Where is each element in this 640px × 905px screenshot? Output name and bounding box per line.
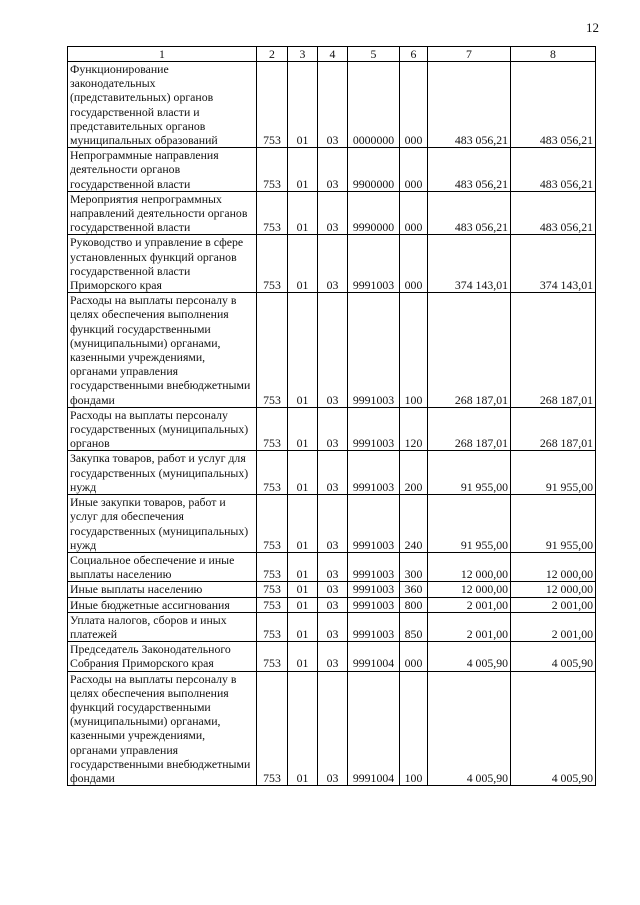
code-subsection-cell: 03 xyxy=(318,552,348,581)
code-target-cell: 9991003 xyxy=(348,407,400,451)
row-name-cell: Расходы на выплаты персоналу в целях обеспечения выполнения функций государственными (муниципальными) органами, казенными учреждениями, органами управления государственными внебюджетными фондами xyxy=(68,671,257,786)
amount-approved-cell: 4 005,90 xyxy=(511,671,596,786)
amount-plan-cell: 268 187,01 xyxy=(428,293,511,408)
code-expense-type-cell: 000 xyxy=(400,62,428,148)
code-admin-cell: 753 xyxy=(257,191,288,235)
amount-approved-cell: 12 000,00 xyxy=(511,552,596,581)
code-subsection-cell: 03 xyxy=(318,191,348,235)
code-admin-cell: 753 xyxy=(257,552,288,581)
code-subsection-cell: 03 xyxy=(318,407,348,451)
code-target-cell: 9991003 xyxy=(348,612,400,641)
amount-plan-cell: 91 955,00 xyxy=(428,495,511,553)
row-name-cell: Закупка товаров, работ и услуг для государственных (муниципальных) нужд xyxy=(68,451,257,495)
code-target-cell: 9991003 xyxy=(348,552,400,581)
amount-plan-cell: 4 005,90 xyxy=(428,671,511,786)
table-row xyxy=(68,552,596,581)
row-name-cell: Председатель Законодательного Собрания Приморского края xyxy=(68,642,257,671)
code-section-cell: 01 xyxy=(288,451,318,495)
code-section-cell: 01 xyxy=(288,62,318,148)
table-row xyxy=(68,495,596,553)
code-section-cell: 01 xyxy=(288,612,318,641)
table-row xyxy=(68,235,596,293)
code-expense-type-cell: 100 xyxy=(400,671,428,786)
code-expense-type-cell: 240 xyxy=(400,495,428,553)
code-subsection-cell: 03 xyxy=(318,148,348,192)
row-name-cell: Уплата налогов, сборов и иных платежей xyxy=(68,612,257,641)
code-admin-cell: 753 xyxy=(257,235,288,293)
code-admin-cell: 753 xyxy=(257,671,288,786)
amount-approved-cell: 268 187,01 xyxy=(511,293,596,408)
code-admin-cell: 753 xyxy=(257,582,288,597)
header-cell: 6 xyxy=(400,47,428,62)
header-cell: 5 xyxy=(348,47,400,62)
table-row xyxy=(68,597,596,612)
code-expense-type-cell: 120 xyxy=(400,407,428,451)
code-expense-type-cell: 000 xyxy=(400,235,428,293)
code-subsection-cell: 03 xyxy=(318,62,348,148)
header-cell: 2 xyxy=(257,47,288,62)
table-row xyxy=(68,612,596,641)
table-row xyxy=(68,671,596,786)
amount-plan-cell: 2 001,00 xyxy=(428,597,511,612)
amount-approved-cell: 268 187,01 xyxy=(511,407,596,451)
code-expense-type-cell: 300 xyxy=(400,552,428,581)
amount-approved-cell: 12 000,00 xyxy=(511,582,596,597)
amount-plan-cell: 374 143,01 xyxy=(428,235,511,293)
amount-plan-cell: 12 000,00 xyxy=(428,582,511,597)
code-expense-type-cell: 800 xyxy=(400,597,428,612)
row-name-cell: Социальное обеспечение и иные выплаты населению xyxy=(68,552,257,581)
amount-approved-cell: 483 056,21 xyxy=(511,62,596,148)
table-row xyxy=(68,451,596,495)
code-target-cell: 9991003 xyxy=(348,582,400,597)
code-target-cell: 9991003 xyxy=(348,451,400,495)
header-cell: 7 xyxy=(428,47,511,62)
code-section-cell: 01 xyxy=(288,642,318,671)
code-target-cell: 9991003 xyxy=(348,293,400,408)
amount-plan-cell: 483 056,21 xyxy=(428,191,511,235)
code-section-cell: 01 xyxy=(288,148,318,192)
code-subsection-cell: 03 xyxy=(318,293,348,408)
amount-plan-cell: 4 005,90 xyxy=(428,642,511,671)
code-admin-cell: 753 xyxy=(257,597,288,612)
code-admin-cell: 753 xyxy=(257,407,288,451)
code-admin-cell: 753 xyxy=(257,642,288,671)
table-row xyxy=(68,293,596,408)
code-section-cell: 01 xyxy=(288,597,318,612)
amount-approved-cell: 91 955,00 xyxy=(511,451,596,495)
row-name-cell: Руководство и управление в сфере установленных функций органов государственной власти Приморского края xyxy=(68,235,257,293)
table-row xyxy=(68,407,596,451)
header-row xyxy=(68,47,596,62)
row-name-cell: Функционирование законодательных (представительных) органов государственной власти и представительных органов муниципальных образований xyxy=(68,62,257,148)
amount-approved-cell: 374 143,01 xyxy=(511,235,596,293)
amount-plan-cell: 483 056,21 xyxy=(428,62,511,148)
code-admin-cell: 753 xyxy=(257,612,288,641)
amount-plan-cell: 2 001,00 xyxy=(428,612,511,641)
code-admin-cell: 753 xyxy=(257,62,288,148)
code-target-cell: 9991003 xyxy=(348,235,400,293)
code-expense-type-cell: 000 xyxy=(400,148,428,192)
code-section-cell: 01 xyxy=(288,552,318,581)
table-body xyxy=(68,62,596,786)
code-subsection-cell: 03 xyxy=(318,642,348,671)
header-cell: 1 xyxy=(68,47,257,62)
table-row xyxy=(68,148,596,192)
code-expense-type-cell: 100 xyxy=(400,293,428,408)
code-section-cell: 01 xyxy=(288,495,318,553)
code-admin-cell: 753 xyxy=(257,293,288,408)
page-number: 12 xyxy=(586,20,599,35)
code-section-cell: 01 xyxy=(288,235,318,293)
row-name-cell: Иные выплаты населению xyxy=(68,582,257,597)
table-row xyxy=(68,62,596,148)
amount-approved-cell: 91 955,00 xyxy=(511,495,596,553)
code-section-cell: 01 xyxy=(288,293,318,408)
code-target-cell: 9900000 xyxy=(348,148,400,192)
table-row xyxy=(68,191,596,235)
code-subsection-cell: 03 xyxy=(318,671,348,786)
code-target-cell: 9991003 xyxy=(348,495,400,553)
row-name-cell: Мероприятия непрограммных направлений деятельности органов государственной власти xyxy=(68,191,257,235)
row-name-cell: Иные бюджетные ассигнования xyxy=(68,597,257,612)
code-section-cell: 01 xyxy=(288,407,318,451)
header-cell: 3 xyxy=(288,47,318,62)
code-admin-cell: 753 xyxy=(257,451,288,495)
code-subsection-cell: 03 xyxy=(318,235,348,293)
code-expense-type-cell: 000 xyxy=(400,642,428,671)
code-subsection-cell: 03 xyxy=(318,612,348,641)
amount-plan-cell: 91 955,00 xyxy=(428,451,511,495)
row-name-cell: Непрограммные направления деятельности органов государственной власти xyxy=(68,148,257,192)
row-name-cell: Расходы на выплаты персоналу государственных (муниципальных) органов xyxy=(68,407,257,451)
code-target-cell: 9991003 xyxy=(348,597,400,612)
amount-plan-cell: 483 056,21 xyxy=(428,148,511,192)
code-target-cell: 9990000 xyxy=(348,191,400,235)
header-cell: 4 xyxy=(318,47,348,62)
code-expense-type-cell: 850 xyxy=(400,612,428,641)
amount-approved-cell: 2 001,00 xyxy=(511,597,596,612)
amount-approved-cell: 483 056,21 xyxy=(511,191,596,235)
amount-approved-cell: 2 001,00 xyxy=(511,612,596,641)
code-target-cell: 0000000 xyxy=(348,62,400,148)
code-section-cell: 01 xyxy=(288,671,318,786)
budget-table xyxy=(67,46,596,786)
table-row xyxy=(68,642,596,671)
code-subsection-cell: 03 xyxy=(318,495,348,553)
code-expense-type-cell: 360 xyxy=(400,582,428,597)
code-subsection-cell: 03 xyxy=(318,451,348,495)
code-section-cell: 01 xyxy=(288,582,318,597)
code-target-cell: 9991004 xyxy=(348,671,400,786)
row-name-cell: Иные закупки товаров, работ и услуг для обеспечения государственных (муниципальных) нужд xyxy=(68,495,257,553)
code-section-cell: 01 xyxy=(288,191,318,235)
code-target-cell: 9991004 xyxy=(348,642,400,671)
code-subsection-cell: 03 xyxy=(318,582,348,597)
amount-plan-cell: 268 187,01 xyxy=(428,407,511,451)
code-admin-cell: 753 xyxy=(257,148,288,192)
amount-approved-cell: 4 005,90 xyxy=(511,642,596,671)
code-subsection-cell: 03 xyxy=(318,597,348,612)
amount-plan-cell: 12 000,00 xyxy=(428,552,511,581)
code-expense-type-cell: 000 xyxy=(400,191,428,235)
code-expense-type-cell: 200 xyxy=(400,451,428,495)
amount-approved-cell: 483 056,21 xyxy=(511,148,596,192)
row-name-cell: Расходы на выплаты персоналу в целях обеспечения выполнения функций государственными (муниципальными) органами, казенными учреждениями, органами управления государственными внебюджетными фондами xyxy=(68,293,257,408)
table-row xyxy=(68,582,596,597)
code-admin-cell: 753 xyxy=(257,495,288,553)
header-cell: 8 xyxy=(511,47,596,62)
